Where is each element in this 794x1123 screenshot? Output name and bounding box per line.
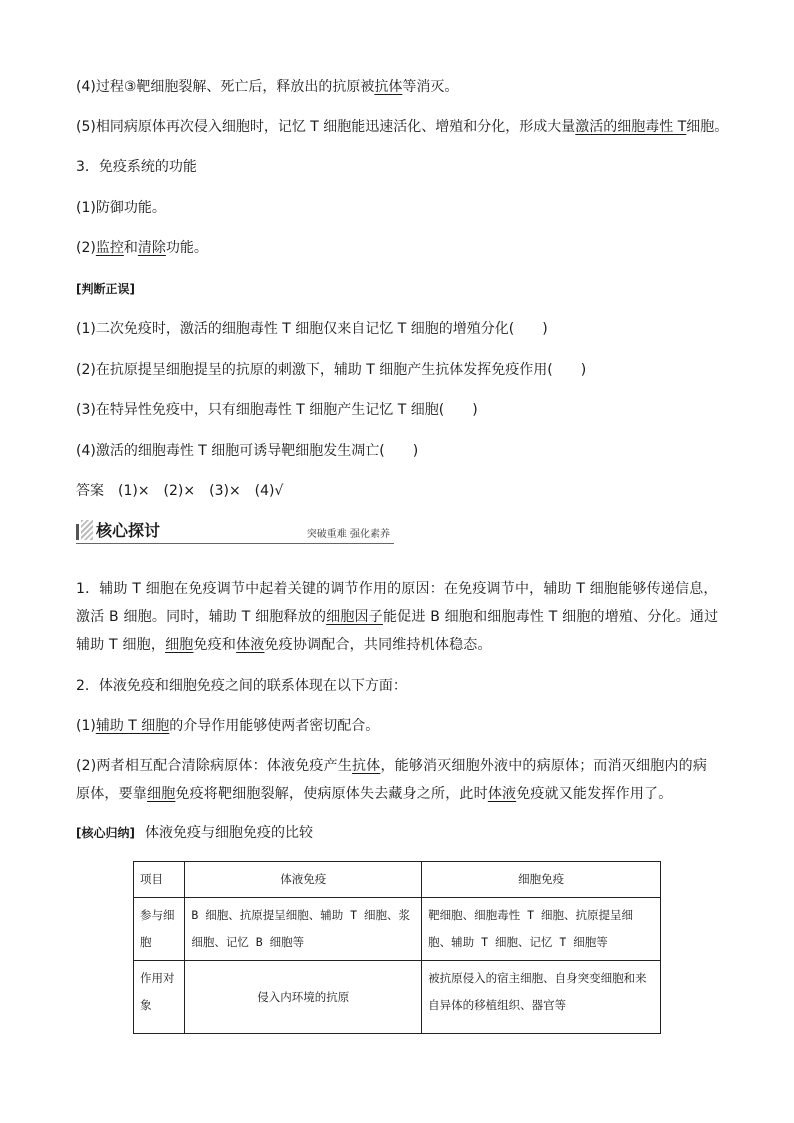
comparison-table [133,861,661,1034]
text-span: 免疫和 [193,637,237,653]
judge-answer: 答案 (1)× (2)× (3)× (4)√ [76,483,284,499]
text-span: (5)相同病原体再次侵入细胞时，记忆 T 细胞能迅速活化、增殖和分化，形成大量 [76,119,576,135]
heading-immune-function: 3．免疫系统的功能 [76,159,197,175]
judge-question-2: (2)在抗原提呈细胞提呈的抗原的刺激下，辅助 T 细胞产生抗体发挥免疫作用( ) [76,362,587,378]
section-marker [76,524,79,540]
table-header-cell: 项目 [134,862,185,898]
text-span: 的介导作用能够使两者密切配合。 [169,718,380,734]
table-header-cell: 细胞免疫 [422,862,661,898]
table-cell: 侵入内环境的抗原 [185,961,422,1034]
table-cell: 作用对象 [134,961,185,1034]
text-line-process-5 [76,118,728,136]
table-header-cell: 体液免疫 [185,862,422,898]
underlined-term: 体液 [236,637,265,653]
text-span: 免疫将靶细胞裂解，使病原体失去藏身之所，此时 [175,786,488,802]
text-span: 能促进 B 细胞和细胞毒性 T 细胞的增殖、分化。通过辅助 T 细胞， [76,609,719,653]
underlined-term: 激活的细胞毒性 T [575,119,687,135]
judge-question-3: (3)在特异性免疫中，只有细胞毒性 T 细胞产生记忆 T 细胞( ) [76,402,478,418]
underlined-term: 抗体 [352,758,381,774]
paragraph-mediation [76,717,379,735]
paragraph-helper-t-cell [76,575,719,659]
summary-title: 体液免疫与细胞免疫的比较 [144,825,313,841]
judge-header: [判断正误] [76,282,135,296]
paragraph-cooperation [76,752,719,808]
text-line-monitor [76,239,208,257]
text-span: 细胞。 [686,119,729,135]
underlined-term: 辅助 T 细胞 [95,718,170,734]
summary-tag: [核心归纳] [76,826,135,840]
section-subtitle: 突破重难 强化素养 [306,529,390,540]
table-cell: 被抗原侵入的宿主细胞、自身突变细胞和来自异体的移植组织、器官等 [422,961,661,1034]
judge-question-4: (4)激活的细胞毒性 T 细胞可诱导靶细胞发生凋亡( ) [76,443,419,459]
section-header [76,520,394,542]
table-row [134,961,661,1034]
text-span: ，能够消灭细胞外液中的病原体；而消灭细胞内的病原体，要靠 [76,758,708,802]
text-span: (4)过程③靶细胞裂解、死亡后，释放出的抗原被 [76,79,375,95]
table-header-row [134,862,661,898]
table-cell: B 细胞、抗原提呈细胞、辅助 T 细胞、浆细胞、记忆 B 细胞等 [185,898,422,961]
text-span: 免疫协调配合，共同维持机体稳态。 [264,637,492,653]
table-cell: 靶细胞、细胞毒性 T 细胞、抗原提呈细胞、辅助 T 细胞、记忆 T 细胞等 [422,898,661,961]
text-span: (2)两者相互配合清除病原体：体液免疫产生 [76,758,353,774]
summary-heading [76,824,313,842]
text-span: 和 [123,240,138,256]
paragraph-relation: 2．体液免疫和细胞免疫之间的联系体现在以下方面： [76,678,407,694]
text-span: (1) [76,718,96,734]
text-span: 免疫就又能发挥作用了。 [516,786,673,802]
text-span: (2) [76,240,96,256]
section-shading [81,520,93,540]
text-line-process-4 [76,78,458,96]
text-span: 1．辅助 T 细胞在免疫调节中起着关键的调节作用的原因：在免疫调节中，辅助 T 细胞能够传递信息，激活 B 细胞。同时，辅助 T 细胞释放的 [76,581,718,625]
text-span: 功能。 [165,240,208,256]
underlined-term: 细胞 [147,786,176,802]
text-line-defense: (1)防御功能。 [76,200,166,216]
underlined-term: 抗体 [374,79,403,95]
underlined-term: 细胞 [165,637,194,653]
table-cell: 参与细胞 [134,898,185,961]
table-row [134,898,661,961]
text-span: 等消灭。 [402,79,459,95]
underlined-term: 细胞因子 [326,609,383,625]
judge-question-1: (1)二次免疫时，激活的细胞毒性 T 细胞仅来自记忆 T 细胞的增殖分化( ) [76,321,548,337]
section-rule [76,543,394,544]
underlined-term: 清除 [137,240,166,256]
section-title: 核心探讨 [96,521,161,540]
underlined-term: 监控 [95,240,124,256]
underlined-term: 体液 [487,786,517,802]
